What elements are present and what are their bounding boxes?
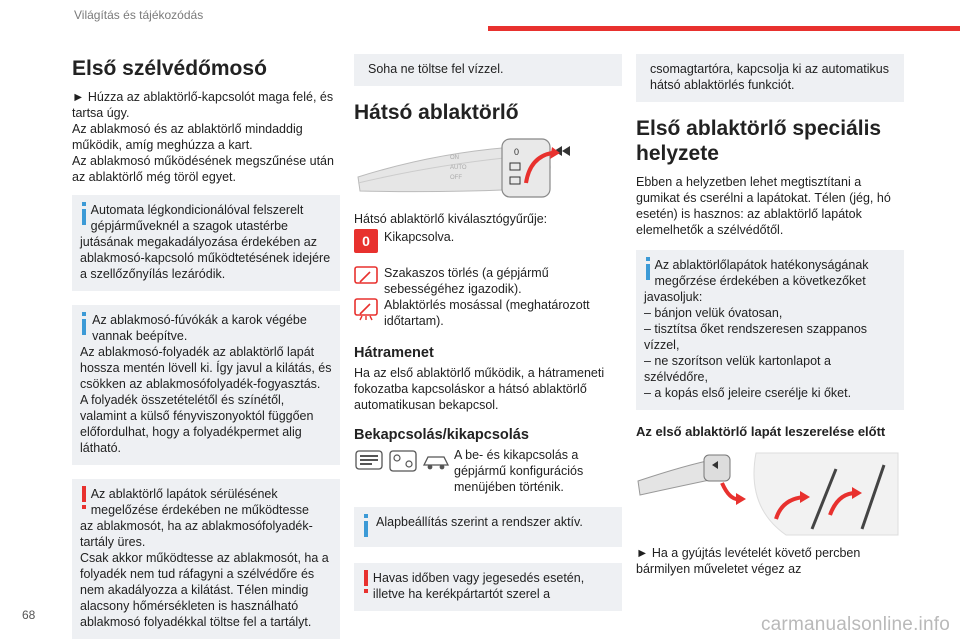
list-item: – ne szorítson velük kartonlapot a szélvédőre,	[644, 354, 831, 385]
svg-text:OFF: OFF	[450, 175, 462, 182]
info-icon	[362, 514, 370, 538]
rear-wiper-stalk-illustration	[354, 133, 622, 203]
box-text: Soha ne töltse fel vízzel.	[368, 62, 504, 76]
warning-text: az ablakmosót, ha az ablakmosófolyadék-tartály üres.	[80, 519, 313, 550]
option-text: Ablaktörlés mosással (meghatározott időtartam).	[384, 298, 590, 329]
info-lead: Automata légkondicionálóval felszerelt gépjárműveknél a szagok utastérbe	[90, 203, 304, 234]
info-text: A folyadék összetételétől és színétől, valamint a külső fényviszonyoktól függően előfordulhat, hogy a folyadékpermet alig látható.	[80, 393, 314, 456]
info-box-default	[354, 507, 622, 547]
paragraph: A be- és kikapcsolás a gépjármű konfigurációs menüjében történik.	[454, 448, 584, 495]
warning-icon	[80, 486, 85, 510]
config-menu-icons	[354, 447, 454, 475]
info-text: javasoljuk:	[644, 290, 703, 305]
warning-box-blades	[72, 479, 340, 639]
onoff-row	[354, 447, 622, 495]
selector-label: Hátsó ablaktörlő kiválasztógyűrűje:	[354, 212, 548, 227]
page-number: 68	[22, 608, 36, 622]
header-accent-bar	[488, 26, 960, 31]
box-text: csomagtartóra, kapcsolja ki az automatikus hátsó ablaktörlés funkciót.	[650, 62, 889, 92]
warning-text: Csak akkor működtesse az ablakmosót, ha a folyadék nem tud ráfagyni a szélvédőre és nem akadályozza a kilátást. Télen mindig alacsony hőmérsékleten is használható ablakmosó folyadékkal töltse fel a tartályt.	[80, 551, 329, 630]
off-badge: 0	[354, 229, 378, 253]
warning-lead: Az ablaktörlő lapátok sérülésének megelőzése érdekében ne működtesse	[90, 487, 309, 518]
paragraph: ► Ha a gyújtás levételét követő percben bármilyen műveletet végez az	[636, 546, 861, 577]
list-item: – a kopás első jeleire cserélje ki őket.	[644, 386, 852, 401]
continued-box	[354, 54, 622, 86]
info-lead: Az ablaktörlőlapátok hatékonyságának megőrzése érdekében a következőket	[654, 258, 869, 289]
column-3	[636, 48, 904, 577]
running-header: Világítás és tájékozódás	[74, 8, 204, 22]
info-box-blade-care	[636, 250, 904, 410]
heading-service-position: Első ablaktörlő speciális helyzete	[636, 117, 882, 166]
option-intermittent	[354, 265, 622, 297]
info-icon	[80, 202, 85, 226]
paragraph: Ebben a helyzetben lehet megtisztítani a gumikat és cserélni a lapátokat. Télen (jég, hó esetén) is hasznos: az ablaktörlő lapátok elemelhetők a szélvédőtől.	[636, 175, 891, 238]
heading-front-washer: Első szélvédőmosó	[72, 57, 267, 80]
paragraph: Az ablakmosó és az ablaktörlő mindaddig működik, amíg meghúzza a kart.	[72, 122, 303, 153]
wiper-drawing	[636, 447, 902, 539]
warning-icon	[362, 570, 367, 594]
info-icon	[80, 312, 86, 336]
stalk-drawing	[354, 133, 584, 203]
list-item: – tisztítsa őket rendszeresen szappanos vízzel,	[644, 322, 868, 353]
watermark: carmanualsonline.info	[760, 614, 950, 635]
svg-text:ON: ON	[450, 155, 459, 162]
info-text: jutásának megakadályozása érdekében az ablakmosó-kapcsoló működtetésének idejére a szellőzőnyílás lezáródik.	[80, 235, 331, 282]
paragraph: ► Húzza az ablaktörlő-kapcsolót maga felé, és tartsa úgy.	[72, 90, 334, 121]
svg-text:AUTO: AUTO	[450, 165, 467, 172]
paragraph: Ha az első ablaktörlő működik, a hátrameneti fokozatba kapcsoláskor a hátsó ablaktörlő automatikusan bekapcsol.	[354, 366, 605, 413]
warning-text: Havas időben vagy jegesedés esetén, illetve ha kerékpártartót szerel a	[372, 571, 585, 602]
heading-rear-wiper: Hátsó ablaktörlő	[354, 101, 519, 124]
paragraph: Az ablakmosó működésének megszűnése után az ablaktörlő még töröl egyet.	[72, 154, 334, 185]
rear-wash-icon	[354, 297, 378, 321]
info-icon	[644, 257, 649, 281]
info-box-aircon	[72, 195, 340, 291]
option-off	[354, 229, 622, 253]
subheading-before-removal: Az első ablaktörlő lapát leszerelése előtt	[636, 424, 886, 440]
info-text: Alapbeállítás szerint a rendszer aktív.	[376, 515, 583, 530]
option-text: Szakaszos törlés (a gépjármű sebességéhez igazodik).	[384, 266, 549, 297]
subheading-onoff: Bekapcsolás/kikapcsolás	[354, 427, 529, 444]
svg-text:0: 0	[514, 147, 520, 158]
front-wiper-illustration	[636, 447, 904, 539]
rear-wiper-icon	[354, 265, 378, 289]
option-text: Kikapcsolva.	[384, 230, 455, 245]
subheading-reverse: Hátramenet	[354, 345, 434, 362]
info-lead: Az ablakmosó-fúvókák a karok végébe vannak beépítve.	[92, 313, 307, 344]
info-box-nozzles	[72, 305, 340, 465]
column-1	[72, 48, 340, 639]
warning-box-snow	[354, 563, 622, 611]
option-wash	[354, 297, 622, 329]
info-text: Az ablakmosó-folyadék az ablaktörlő lapát hossza mentén lövell ki. Így javul a kilátás, és csökken az ablakmosófolyadék-fogyasztás.	[80, 345, 332, 392]
list-item: – bánjon velük óvatosan,	[644, 306, 783, 321]
column-2	[354, 48, 622, 611]
continued-box	[636, 54, 904, 102]
